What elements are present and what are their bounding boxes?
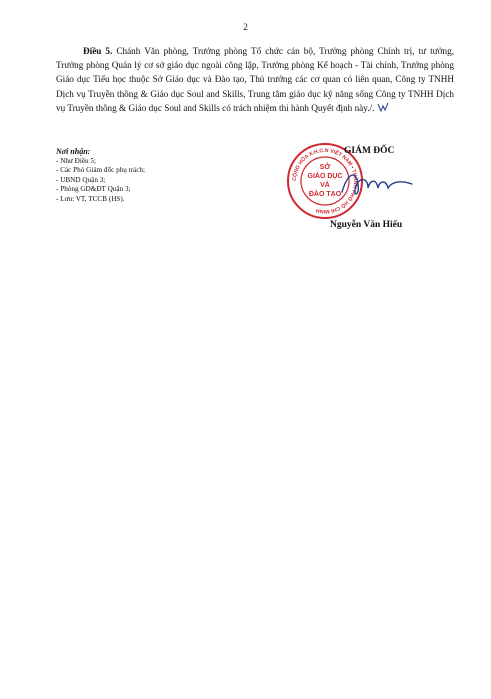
article-5 [56, 44, 454, 115]
recipient-item: - Phòng GD&ĐT Quận 3; [56, 185, 131, 194]
page-number: 2 [243, 22, 248, 32]
signer-title: GIÁM ĐỐC [344, 146, 395, 156]
signature-block [280, 140, 460, 240]
svg-text:CỘNG HÒA X.H.C.N VIỆT NAM • TH: CỘNG HÒA X.H.C.N VIỆT NAM • THÀNH PHỐ HỒ CHÍ MINH [291, 147, 359, 215]
recipients-heading: Nơi nhận: [56, 147, 91, 156]
initial-signature-mark [377, 102, 389, 112]
handwritten-signature [338, 166, 418, 200]
svg-text:GIÁO DỤC: GIÁO DỤC [307, 173, 343, 180]
svg-text:VÀ: VÀ [320, 182, 330, 189]
recipients-block [56, 147, 246, 205]
article-text: Chánh Văn phòng, Trưởng phòng Tổ chức cán bộ, Trưởng phòng Chính trị, tư tưởng, Trưởng phòng Quản lý cơ sở giáo dục ngoài công lập, Trưởng phòng Kế hoạch - Tài chính, Trưởng phòng Giáo dục Tiểu học thuộc Sở Giáo dục và Đào tạo, Thủ trưởng các cơ quan có liên quan, Công ty TNHH Dịch vụ Truyền thông & Giáo dục Soul and Skills, Trung tâm giáo dục kỹ năng sống Công ty TNHH Dịch vụ Truyền thông & Giáo dục Soul and Skills có trách nhiệm thi hành Quyết định này./. [56, 46, 454, 113]
svg-text:ĐÀO TẠO: ĐÀO TẠO [308, 191, 342, 198]
recipient-item: - UBND Quận 3; [56, 175, 106, 184]
recipient-item: - Lưu: VT, TCCB (HS). [56, 194, 125, 203]
svg-text:SỞ: SỞ [319, 164, 331, 171]
recipient-item: - Như Điều 5; [56, 156, 97, 165]
recipients-list [56, 157, 246, 205]
article-label: Điều 5. [83, 46, 113, 56]
recipient-item: - Các Phó Giám đốc phụ trách; [56, 166, 146, 175]
signer-name: Nguyễn Văn Hiếu [330, 220, 403, 230]
